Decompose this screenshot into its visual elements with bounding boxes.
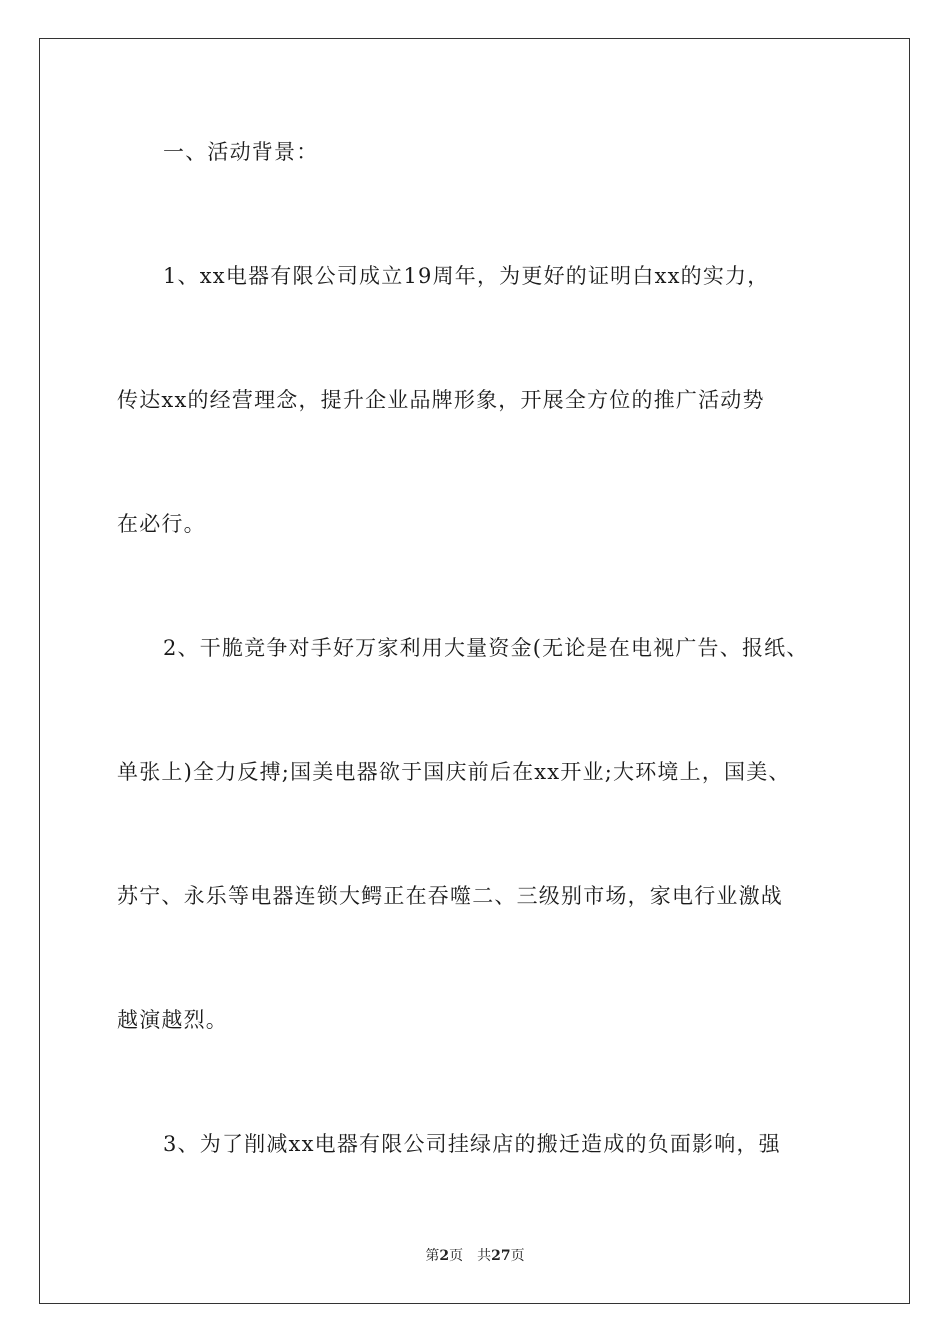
footer-page-current: 2 <box>439 1248 450 1264</box>
paragraph-1-line-1: 1、xx电器有限公司成立19周年，为更好的证明白xx的实力， <box>163 264 770 288</box>
paragraph-2-line-1: 2、干脆竞争对手好万家利用大量资金(无论是在电视广告、报纸、 <box>163 636 809 660</box>
section-heading: 一、活动背景： <box>163 140 319 164</box>
page-border <box>39 38 910 1304</box>
paragraph-2-line-2: 单张上)全力反搏;国美电器欲于国庆前后在xx开业;大环境上，国美、 <box>117 760 791 784</box>
footer-page-prefix: 第 <box>425 1248 440 1264</box>
paragraph-1-line-2: 传达xx的经营理念，提升企业品牌形象，开展全方位的推广活动势 <box>117 388 765 412</box>
footer-total-pages: 27 <box>491 1248 511 1264</box>
footer-total-suffix: 页 <box>510 1248 525 1264</box>
footer-page-suffix: 页 <box>449 1248 464 1264</box>
page-footer <box>0 1246 950 1266</box>
paragraph-2-line-3: 苏宁、永乐等电器连锁大鳄正在吞噬二、三级别市场，家电行业激战 <box>117 884 783 908</box>
paragraph-1-line-3: 在必行。 <box>117 512 206 536</box>
paragraph-2-line-4: 越演越烈。 <box>117 1008 228 1032</box>
paragraph-3-line-1: 3、为了削减xx电器有限公司挂绿店的搬迁造成的负面影响，强 <box>163 1132 781 1156</box>
footer-total-prefix: 共 <box>477 1248 492 1264</box>
